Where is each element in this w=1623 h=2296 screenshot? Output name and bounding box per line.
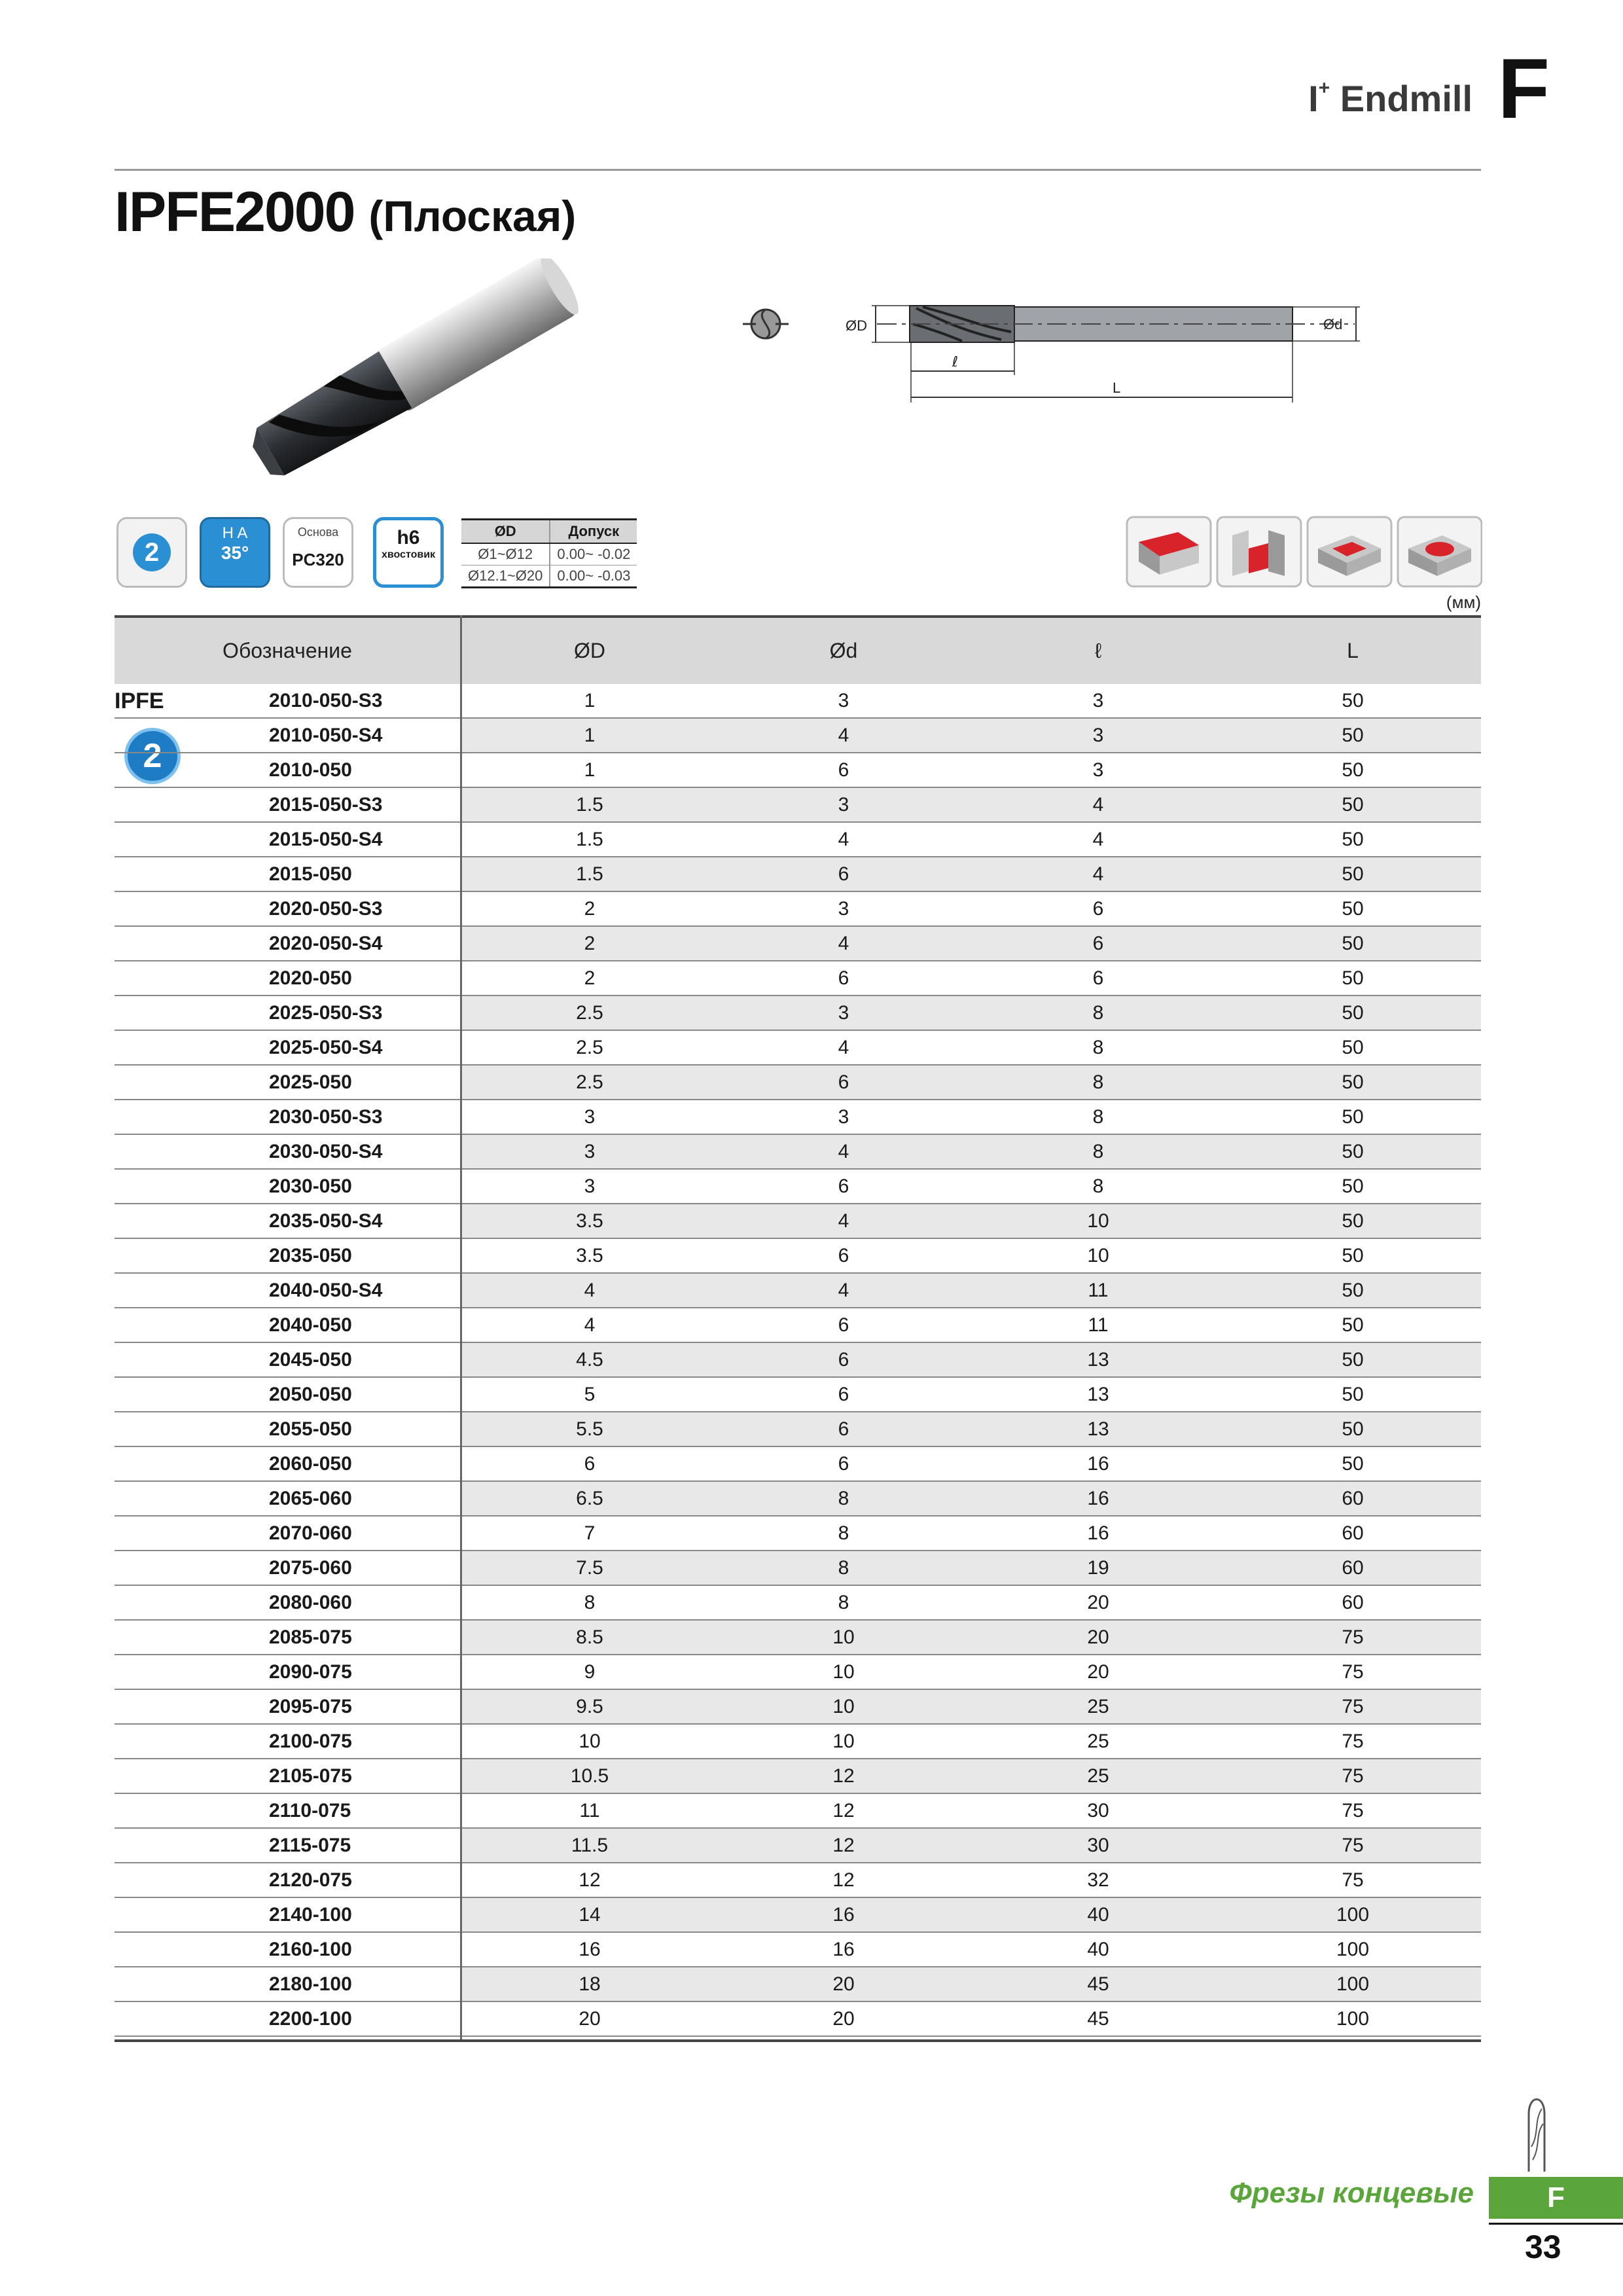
pocketing-icon bbox=[1308, 517, 1391, 586]
cell-D: 2.5 bbox=[576, 1002, 603, 1024]
cell-D: 16 bbox=[579, 1939, 601, 1960]
table-bottom-rule bbox=[115, 2039, 1481, 2042]
flute-length-label: ℓ bbox=[952, 354, 959, 370]
cell-L: 50 bbox=[1342, 933, 1364, 954]
cell-D: 3.5 bbox=[576, 1245, 603, 1266]
cell-L: 75 bbox=[1342, 1835, 1364, 1856]
series-flute-badge: 2 bbox=[124, 728, 181, 784]
cell-d: 3 bbox=[838, 794, 849, 816]
endmill-photo bbox=[223, 259, 602, 481]
table-row bbox=[115, 961, 1481, 996]
cell-designation: 2120-075 bbox=[269, 1869, 352, 1891]
cell-L: 50 bbox=[1342, 1349, 1364, 1371]
header-L: L bbox=[1347, 639, 1359, 662]
cell-L: 50 bbox=[1342, 1175, 1364, 1197]
table-row bbox=[115, 1100, 1481, 1135]
tol-range: Ø1~Ø12 bbox=[461, 543, 550, 565]
table-row bbox=[115, 1863, 1481, 1898]
cell-designation: 2015-050-S3 bbox=[269, 794, 383, 816]
application-icons bbox=[1126, 516, 1482, 589]
cell-d: 6 bbox=[838, 1453, 849, 1475]
cell-D: 1 bbox=[584, 759, 596, 781]
cell-l: 10 bbox=[1087, 1210, 1109, 1232]
shank-tol-value: h6 bbox=[397, 527, 420, 548]
cell-D: 9.5 bbox=[576, 1696, 603, 1717]
cell-designation: 2105-075 bbox=[269, 1765, 352, 1787]
cell-L: 50 bbox=[1342, 1314, 1364, 1336]
cell-L: 75 bbox=[1342, 1869, 1364, 1891]
tol-range: Ø12.1~Ø20 bbox=[461, 565, 550, 588]
series-label: IPFE bbox=[115, 689, 164, 713]
header-designation: Обозначение bbox=[223, 639, 352, 662]
table-row bbox=[115, 1829, 1481, 1863]
cell-L: 50 bbox=[1342, 794, 1364, 816]
cell-l: 30 bbox=[1087, 1835, 1109, 1856]
cell-l: 30 bbox=[1087, 1800, 1109, 1821]
cell-designation: 2025-050-S3 bbox=[269, 1002, 383, 1024]
cell-l: 20 bbox=[1087, 1592, 1109, 1613]
cell-d: 16 bbox=[832, 1939, 855, 1960]
cell-D: 4 bbox=[584, 1314, 596, 1336]
cell-l: 6 bbox=[1092, 933, 1104, 954]
cell-designation: 2035-050-S4 bbox=[269, 1210, 383, 1232]
cell-L: 50 bbox=[1342, 1245, 1364, 1266]
cell-designation: 2020-050-S3 bbox=[269, 898, 383, 920]
cell-l: 8 bbox=[1092, 1106, 1104, 1128]
cell-D: 4 bbox=[584, 1280, 596, 1301]
cell-l: 3 bbox=[1092, 759, 1104, 781]
cell-d: 6 bbox=[838, 1175, 849, 1197]
shank-tolerance-icon bbox=[373, 517, 444, 588]
cell-D: 1 bbox=[584, 690, 596, 711]
cell-l: 3 bbox=[1092, 725, 1104, 746]
cell-d: 12 bbox=[832, 1765, 855, 1787]
plunging-icon bbox=[1398, 517, 1482, 586]
tol-header-tolerance: Допуск bbox=[550, 520, 637, 544]
cell-designation: 2140-100 bbox=[269, 1904, 352, 1926]
cell-l: 20 bbox=[1087, 1661, 1109, 1683]
cell-D: 10 bbox=[579, 1731, 601, 1752]
table-row bbox=[115, 1586, 1481, 1621]
table-row bbox=[115, 1204, 1481, 1239]
column-separator bbox=[460, 615, 462, 2042]
footer-section-tab: F bbox=[1489, 2177, 1623, 2219]
cell-D: 2.5 bbox=[576, 1071, 603, 1093]
cell-L: 100 bbox=[1336, 1904, 1370, 1926]
cell-d: 8 bbox=[838, 1592, 849, 1613]
cell-D: 10.5 bbox=[570, 1765, 609, 1787]
tolerance-table bbox=[461, 518, 637, 588]
cell-designation: 2010-050-S3 bbox=[269, 690, 383, 711]
cell-d: 6 bbox=[838, 1245, 849, 1266]
cell-D: 1.5 bbox=[576, 863, 603, 885]
cell-designation: 2025-050 bbox=[269, 1071, 352, 1093]
flute-count-badge: 2 bbox=[133, 533, 171, 571]
cell-d: 10 bbox=[832, 1661, 855, 1683]
cell-L: 50 bbox=[1342, 1071, 1364, 1093]
cell-D: 4.5 bbox=[576, 1349, 603, 1371]
cell-l: 8 bbox=[1092, 1071, 1104, 1093]
section-title: I+ Endmill bbox=[1308, 77, 1472, 119]
cell-l: 6 bbox=[1092, 967, 1104, 989]
cell-L: 75 bbox=[1342, 1661, 1364, 1683]
cell-designation: 2030-050 bbox=[269, 1175, 352, 1197]
product-title: IPFE2000 (Плоская) bbox=[115, 181, 577, 243]
unit-label: (мм) bbox=[1446, 592, 1481, 612]
cell-designation: 2020-050-S4 bbox=[269, 933, 383, 954]
table-row bbox=[115, 823, 1481, 857]
cell-l: 45 bbox=[1087, 2008, 1109, 2030]
cell-L: 75 bbox=[1342, 1696, 1364, 1717]
cell-L: 75 bbox=[1342, 1731, 1364, 1752]
table-row bbox=[115, 892, 1481, 927]
cell-D: 1.5 bbox=[576, 794, 603, 816]
cell-L: 50 bbox=[1342, 829, 1364, 850]
grade-icon bbox=[283, 517, 353, 588]
table-row bbox=[115, 719, 1481, 753]
cell-D: 11.5 bbox=[571, 1835, 609, 1856]
cell-l: 3 bbox=[1092, 690, 1104, 711]
helix-angle-value: 35° bbox=[221, 543, 249, 563]
cell-L: 60 bbox=[1342, 1557, 1364, 1579]
cell-d: 3 bbox=[838, 1106, 849, 1128]
table-row bbox=[115, 1412, 1481, 1447]
cell-d: 4 bbox=[838, 933, 849, 954]
cell-d: 6 bbox=[838, 967, 849, 989]
cell-designation: 2015-050 bbox=[269, 863, 352, 885]
helix-angle-icon bbox=[200, 517, 270, 588]
slotting-icon bbox=[1127, 517, 1211, 586]
cell-L: 60 bbox=[1342, 1592, 1364, 1613]
cell-designation: 2065-060 bbox=[269, 1488, 352, 1509]
cell-d: 4 bbox=[838, 1280, 849, 1301]
table-header bbox=[115, 615, 1481, 684]
cell-designation: 2085-075 bbox=[269, 1626, 352, 1648]
cell-designation: 2050-050 bbox=[269, 1384, 352, 1405]
cell-D: 2.5 bbox=[576, 1037, 603, 1058]
cell-l: 13 bbox=[1087, 1349, 1109, 1371]
cell-d: 10 bbox=[832, 1731, 855, 1752]
cell-L: 50 bbox=[1342, 1280, 1364, 1301]
total-length-label: L bbox=[1113, 380, 1121, 396]
tol-value: 0.00~ -0.03 bbox=[550, 565, 637, 588]
cell-d: 6 bbox=[838, 1384, 849, 1405]
table-row bbox=[115, 1031, 1481, 1066]
cell-d: 8 bbox=[838, 1488, 849, 1509]
cell-d: 12 bbox=[832, 1800, 855, 1821]
table-row bbox=[115, 857, 1481, 892]
cell-d: 6 bbox=[838, 1418, 849, 1440]
cell-d: 4 bbox=[838, 1141, 849, 1162]
table-row bbox=[115, 1621, 1481, 1655]
cell-d: 10 bbox=[832, 1696, 855, 1717]
profiling-icon bbox=[1217, 517, 1301, 586]
dia-D-label: ØD bbox=[846, 317, 867, 334]
cell-D: 20 bbox=[579, 2008, 601, 2030]
table-row bbox=[115, 1239, 1481, 1274]
cell-D: 8 bbox=[584, 1592, 596, 1613]
cell-D: 6 bbox=[584, 1453, 596, 1475]
table-row bbox=[115, 1725, 1481, 1759]
table-row bbox=[115, 788, 1481, 823]
cell-D: 5.5 bbox=[576, 1418, 603, 1440]
cell-designation: 2200-100 bbox=[269, 2008, 352, 2030]
cell-designation: 2160-100 bbox=[269, 1939, 352, 1960]
cell-D: 1.5 bbox=[576, 829, 603, 850]
flute-count-icon bbox=[116, 517, 187, 588]
cell-designation: 2180-100 bbox=[269, 1973, 352, 1995]
helix-label: H A bbox=[222, 524, 248, 542]
cell-L: 50 bbox=[1342, 1037, 1364, 1058]
cell-d: 4 bbox=[838, 1037, 849, 1058]
cell-designation: 2035-050 bbox=[269, 1245, 352, 1266]
cell-D: 6.5 bbox=[576, 1488, 603, 1509]
cell-l: 25 bbox=[1087, 1731, 1109, 1752]
section-letter: F bbox=[1497, 41, 1550, 136]
cell-D: 3 bbox=[584, 1106, 596, 1128]
cell-designation: 2020-050 bbox=[269, 967, 352, 989]
tol-header-diameter: ØD bbox=[461, 520, 550, 544]
cell-L: 60 bbox=[1342, 1522, 1364, 1544]
cell-designation: 2080-060 bbox=[269, 1592, 352, 1613]
cell-l: 6 bbox=[1092, 898, 1104, 920]
cell-d: 8 bbox=[838, 1522, 849, 1544]
cell-l: 40 bbox=[1087, 1939, 1109, 1960]
cell-D: 3.5 bbox=[576, 1210, 603, 1232]
cell-L: 50 bbox=[1342, 1418, 1364, 1440]
table-row bbox=[115, 1378, 1481, 1412]
table-row bbox=[115, 1759, 1481, 1794]
cell-D: 11 bbox=[579, 1800, 600, 1821]
cell-designation: 2095-075 bbox=[269, 1696, 352, 1717]
cell-designation: 2060-050 bbox=[269, 1453, 352, 1475]
cell-designation: 2045-050 bbox=[269, 1349, 352, 1371]
cell-D: 2 bbox=[584, 967, 596, 989]
cell-L: 50 bbox=[1342, 1384, 1364, 1405]
cell-d: 4 bbox=[838, 829, 849, 850]
cell-D: 18 bbox=[579, 1973, 601, 1995]
dia-d-label: Ød bbox=[1323, 316, 1343, 332]
cell-designation: 2010-050-S4 bbox=[269, 725, 383, 746]
cell-designation: 2110-075 bbox=[269, 1800, 351, 1821]
cell-D: 12 bbox=[579, 1869, 601, 1891]
cell-designation: 2075-060 bbox=[269, 1557, 352, 1579]
cell-l: 4 bbox=[1092, 794, 1104, 816]
cell-d: 3 bbox=[838, 1002, 849, 1024]
table-row bbox=[115, 1343, 1481, 1378]
cell-designation: 2090-075 bbox=[269, 1661, 352, 1683]
cell-l: 25 bbox=[1087, 1696, 1109, 1717]
cell-l: 20 bbox=[1087, 1626, 1109, 1648]
cell-d: 4 bbox=[838, 725, 849, 746]
cell-L: 50 bbox=[1342, 1002, 1364, 1024]
table-row bbox=[115, 1135, 1481, 1170]
table-row bbox=[115, 2002, 1481, 2037]
cell-designation: 2010-050 bbox=[269, 759, 352, 781]
cell-L: 50 bbox=[1342, 967, 1364, 989]
table-row bbox=[115, 1447, 1481, 1482]
cell-l: 16 bbox=[1087, 1522, 1109, 1544]
cell-l: 45 bbox=[1087, 1973, 1109, 1995]
page-number: 33 bbox=[1525, 2229, 1561, 2265]
cell-d: 6 bbox=[838, 1349, 849, 1371]
table-row bbox=[115, 1794, 1481, 1829]
cell-l: 19 bbox=[1087, 1557, 1109, 1579]
table-row bbox=[115, 1274, 1481, 1308]
cell-D: 5 bbox=[584, 1384, 596, 1405]
cell-designation: 2055-050 bbox=[269, 1418, 352, 1440]
footer-divider bbox=[1489, 2223, 1623, 2225]
table-row bbox=[115, 1308, 1481, 1343]
cell-l: 25 bbox=[1087, 1765, 1109, 1787]
cell-l: 8 bbox=[1092, 1037, 1104, 1058]
table-row bbox=[115, 1066, 1481, 1100]
header-D: ØD bbox=[574, 639, 605, 662]
cell-d: 20 bbox=[832, 1973, 855, 1995]
cell-l: 4 bbox=[1092, 863, 1104, 885]
flute-profile-icon bbox=[743, 310, 789, 338]
cell-l: 11 bbox=[1088, 1280, 1109, 1301]
cell-D: 1 bbox=[584, 725, 596, 746]
cell-L: 50 bbox=[1342, 690, 1364, 711]
table-row bbox=[115, 753, 1481, 788]
cell-L: 50 bbox=[1342, 863, 1364, 885]
cell-d: 4 bbox=[838, 1210, 849, 1232]
cell-l: 13 bbox=[1087, 1384, 1109, 1405]
footer-category: Фрезы концевые bbox=[1229, 2177, 1474, 2209]
cell-d: 12 bbox=[832, 1869, 855, 1891]
cell-designation: 2015-050-S4 bbox=[269, 829, 383, 850]
cell-L: 50 bbox=[1342, 1210, 1364, 1232]
cell-designation: 2030-050-S4 bbox=[269, 1141, 383, 1162]
cell-l: 10 bbox=[1087, 1245, 1109, 1266]
header-divider bbox=[115, 169, 1481, 171]
cell-designation: 2040-050 bbox=[269, 1314, 352, 1336]
cell-L: 60 bbox=[1342, 1488, 1364, 1509]
cell-d: 10 bbox=[832, 1626, 855, 1648]
table-row bbox=[115, 1551, 1481, 1586]
tol-value: 0.00~ -0.02 bbox=[550, 543, 637, 565]
shank-label: хвостовик bbox=[381, 549, 436, 560]
table-row bbox=[115, 1898, 1481, 1933]
cell-L: 50 bbox=[1342, 898, 1364, 920]
cell-l: 8 bbox=[1092, 1002, 1104, 1024]
cell-l: 32 bbox=[1087, 1869, 1109, 1891]
cell-d: 20 bbox=[832, 2008, 855, 2030]
header-d: Ød bbox=[829, 639, 858, 662]
table-row bbox=[115, 1933, 1481, 1967]
cell-l: 13 bbox=[1087, 1418, 1109, 1440]
table-row bbox=[115, 1655, 1481, 1690]
cell-designation: 2030-050-S3 bbox=[269, 1106, 383, 1128]
cell-l: 40 bbox=[1087, 1904, 1109, 1926]
table-row bbox=[115, 996, 1481, 1031]
cell-D: 7 bbox=[584, 1522, 596, 1544]
table-row bbox=[115, 1690, 1481, 1725]
table-row bbox=[115, 927, 1481, 961]
cell-D: 8.5 bbox=[576, 1626, 603, 1648]
cell-designation: 2025-050-S4 bbox=[269, 1037, 383, 1058]
cell-d: 6 bbox=[838, 759, 849, 781]
grade-value: PC320 bbox=[292, 550, 344, 569]
cell-L: 100 bbox=[1336, 1973, 1370, 1995]
cell-L: 50 bbox=[1342, 725, 1364, 746]
cell-d: 12 bbox=[832, 1835, 855, 1856]
data-table-body bbox=[115, 684, 1481, 2037]
cell-L: 50 bbox=[1342, 1453, 1364, 1475]
table-row bbox=[115, 684, 1481, 719]
cell-L: 75 bbox=[1342, 1765, 1364, 1787]
cell-d: 3 bbox=[838, 898, 849, 920]
table-row bbox=[115, 1516, 1481, 1551]
cell-d: 6 bbox=[838, 1071, 849, 1093]
cell-designation: 2115-075 bbox=[269, 1835, 351, 1856]
cell-L: 50 bbox=[1342, 759, 1364, 781]
table-row bbox=[115, 1170, 1481, 1204]
table-row bbox=[115, 1967, 1481, 2002]
cell-L: 75 bbox=[1342, 1626, 1364, 1648]
cell-d: 6 bbox=[838, 863, 849, 885]
cell-l: 4 bbox=[1092, 829, 1104, 850]
cell-d: 6 bbox=[838, 1314, 849, 1336]
cell-D: 2 bbox=[584, 898, 596, 920]
cell-L: 100 bbox=[1336, 2008, 1370, 2030]
cell-designation: 2040-050-S4 bbox=[269, 1280, 383, 1301]
cell-l: 11 bbox=[1088, 1314, 1109, 1336]
cell-d: 3 bbox=[838, 690, 849, 711]
cell-designation: 2100-075 bbox=[269, 1731, 352, 1752]
cell-D: 14 bbox=[579, 1904, 601, 1926]
header-l: ℓ bbox=[1094, 639, 1102, 662]
cell-d: 16 bbox=[832, 1904, 855, 1926]
cell-l: 8 bbox=[1092, 1141, 1104, 1162]
cell-L: 75 bbox=[1342, 1800, 1364, 1821]
cell-D: 3 bbox=[584, 1175, 596, 1197]
cell-D: 2 bbox=[584, 933, 596, 954]
dimension-drawing bbox=[726, 259, 1381, 409]
table-row bbox=[115, 1482, 1481, 1516]
cell-d: 8 bbox=[838, 1557, 849, 1579]
cell-l: 8 bbox=[1092, 1175, 1104, 1197]
ballnose-endmill-icon bbox=[1517, 2088, 1556, 2173]
cell-l: 16 bbox=[1087, 1453, 1109, 1475]
cell-D: 9 bbox=[584, 1661, 596, 1683]
grade-label: Основа bbox=[297, 526, 339, 539]
cell-l: 16 bbox=[1087, 1488, 1109, 1509]
cell-L: 50 bbox=[1342, 1106, 1364, 1128]
cell-D: 3 bbox=[584, 1141, 596, 1162]
cell-designation: 2070-060 bbox=[269, 1522, 352, 1544]
cell-D: 7.5 bbox=[576, 1557, 603, 1579]
cell-L: 100 bbox=[1336, 1939, 1370, 1960]
cell-L: 50 bbox=[1342, 1141, 1364, 1162]
